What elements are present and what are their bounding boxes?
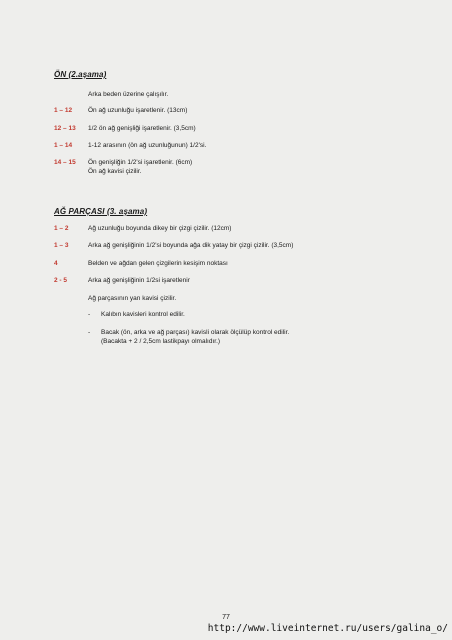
intro-text: Arka beden üzerine çalışılır. — [88, 91, 169, 98]
step-number: 4 — [54, 260, 58, 267]
step-description: Ön genişliğin 1/2'si işaretlenir. (6cm) — [88, 159, 193, 166]
step-description: Ağ uzunluğu boyunda dikey bir çizgi çizilir. (12cm) — [88, 225, 232, 232]
bullet-dash: - — [88, 329, 91, 336]
step-description: Arka ağ genişliğinin 1/2si işaretlenir — [88, 277, 190, 284]
step-number: 1 – 3 — [54, 242, 69, 249]
step-number: 1 – 14 — [54, 142, 73, 149]
section-heading-ag-parcasi: AĞ PARÇASI (3. aşama) — [54, 207, 148, 216]
bullet-dash: - — [88, 311, 91, 318]
bullet-text: (Bacakta + 2 / 2,5cm lastikpayı olmalıdır.) — [101, 338, 221, 345]
step-description: Belden ve ağdan gelen çizgilerin kesişim noktası — [88, 260, 228, 267]
step-number: 2 - 5 — [54, 277, 68, 284]
step-description: 1/2 ön ağ genişliği işaretlenir. (3,5cm) — [88, 125, 196, 132]
step-number: 1 – 2 — [54, 225, 69, 232]
bullet-text: Bacak (ön, arka ve ağ parçası) kavisli olarak ölçülüp kontrol edilir. — [101, 329, 290, 336]
step-number: 1 – 12 — [54, 107, 73, 114]
step-description: Ön ağ uzunluğu işaretlenir. (13cm) — [88, 107, 188, 114]
section-heading-on: ÖN (2.aşama) — [54, 70, 107, 79]
step-description: Ön ağ kavisi çizilir. — [88, 168, 142, 175]
step-number: 14 – 15 — [54, 159, 76, 166]
step-description: Arka ağ genişliğinin 1/2'si boyunda ağa dik yatay bir çizgi çizilir. (3,5cm) — [88, 242, 294, 249]
page-number: 77 — [222, 614, 230, 621]
note-text: Ağ parçasının yan kavisi çizilir. — [88, 295, 177, 302]
step-description: 1-12 arasının (ön ağ uzunluğunun) 1/2'si. — [88, 142, 207, 149]
bullet-text: Kalıbın kavisleri kontrol edilir. — [101, 311, 185, 318]
watermark-url: http://www.liveinternet.ru/users/galina_o/ — [207, 623, 448, 634]
step-number: 12 – 13 — [54, 125, 76, 132]
